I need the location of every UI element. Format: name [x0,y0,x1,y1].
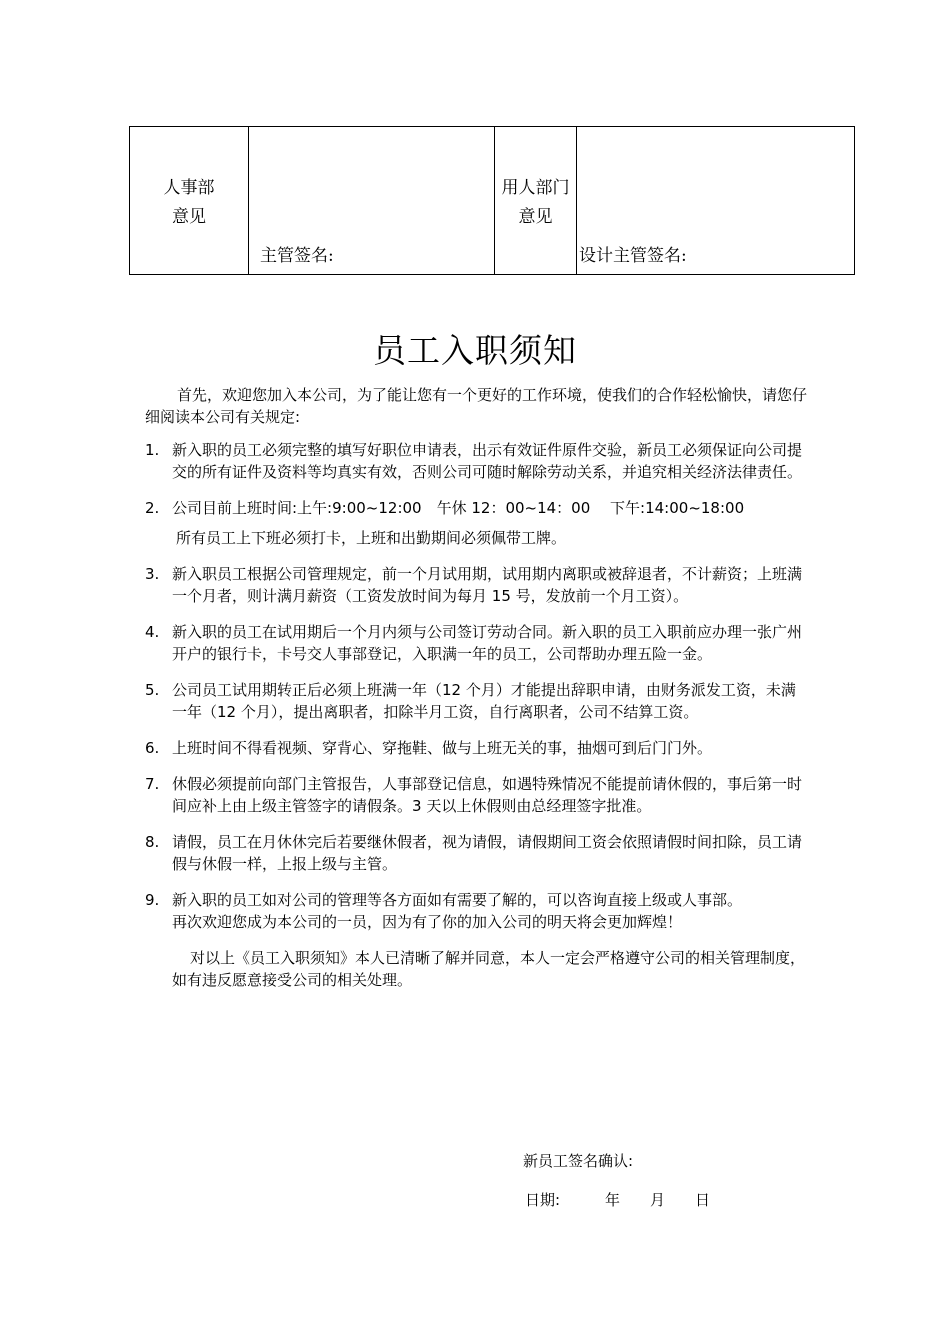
rule-text: 新入职的员工在试用期后一个月内须与公司签订劳动合同。新入职的员工入职前应办理一张广州开户的银行卡，卡号交人事部登记，入职满一年的员工，公司帮助办理五险一金。 [172,623,803,663]
rule-number: 5. [145,681,160,699]
rule-subtext: 所有员工上下班必须打卡，上班和出勤期间必须佩带工牌。 [176,529,567,547]
rule-number: 6. [145,739,160,757]
rule-text: 公司员工试用期转正后必须上班满一年（12 个月）才能提出辞职申请，由财务派发工资，未满一年（12 个月），提出离职者，扣除半月工资，自行离职者，公司不结算工资。 [172,681,796,721]
rule-item [145,563,810,607]
new-employee-signature-label[interactable]: 新员工签名确认: [523,1152,634,1170]
rule-item [145,497,810,549]
rule-text: 新入职员工根据公司管理规定，前一个月试用期，试用期内离职或被辞退者，不计薪资；上班满一个月者，则计满月薪资（工资发放时间为每月 15 号，发放前一个月工资）。 [172,565,803,605]
dept-opinion-field[interactable] [577,127,855,275]
rule-number: 2. [145,499,160,517]
rule-text: 公司目前上班时间:上午:9:00~12:00 午休 12：00~14：00 下午:14:00~18:00 [172,499,745,517]
rule-text: 新入职的员工如对公司的管理等各方面如有需要了解的，可以咨询直接上级或人事部。 [172,891,743,909]
rule-text: 请假，员工在月休休完后若要继休假者，视为请假，请假期间工资会依照请假时间扣除，员工请假与休假一样，上报上级与主管。 [172,833,803,873]
page-title: 员工入职须知 [373,331,577,370]
rule-item [145,889,810,933]
hr-opinion-field[interactable] [249,127,495,275]
rule-text: 新入职的员工必须完整的填写好职位申请表，出示有效证件原件交验，新员工必须保证向公司提交的所有证件及资料等均真实有效，否则公司可随时解除劳动关系，并追究相关经济法律责任。 [172,441,803,481]
rule-item [145,679,810,723]
rule-item [145,737,810,759]
rule-number: 7. [145,775,160,793]
rule-number: 9. [145,891,160,909]
hr-opinion-label: 人事部 意见 [163,178,215,227]
hr-opinion-label-cell [130,127,249,275]
design-supervisor-signature-label: 设计主管签名: [579,246,687,266]
hr-supervisor-signature-label: 主管签名: [260,246,334,266]
rule-number: 3. [145,565,160,583]
rule-text: 休假必须提前向部门主管报告，人事部登记信息，如遇特殊情况不能提前请休假的，事后第一时间应补上由上级主管签字的请假条。3 天以上休假则由总经理签字批准。 [172,775,803,815]
welcome-text: 再次欢迎您成为本公司的一员，因为有了你的加入公司的明天将会更加辉煌！ [172,913,683,931]
rule-item [145,831,810,875]
rule-number: 1. [145,441,160,459]
rule-text: 上班时间不得看视频、穿背心、穿拖鞋、做与上班无关的事，抽烟可到后门门外。 [172,739,713,757]
dept-opinion-label: 用人部门 意见 [501,178,570,227]
approval-table [129,126,855,275]
rule-item [145,773,810,817]
rule-item [145,621,810,665]
intro-paragraph: 首先，欢迎您加入本公司，为了能让您有一个更好的工作环境，使我们的合作轻松愉快，请您仔细阅读本公司有关规定: [145,386,808,426]
dept-opinion-label-cell [495,127,577,275]
rule-item [145,439,810,483]
rule-number: 4. [145,623,160,641]
date-field[interactable]: 日期: 年 月 日 [525,1191,711,1209]
notice-body [145,384,810,991]
rules-list [145,439,810,933]
agreement-paragraph: 对以上《员工入职须知》本人已清晰了解并同意，本人一定会严格遵守公司的相关管理制度，如有违反愿意接受公司的相关处理。 [172,949,806,989]
rule-number: 8. [145,833,160,851]
